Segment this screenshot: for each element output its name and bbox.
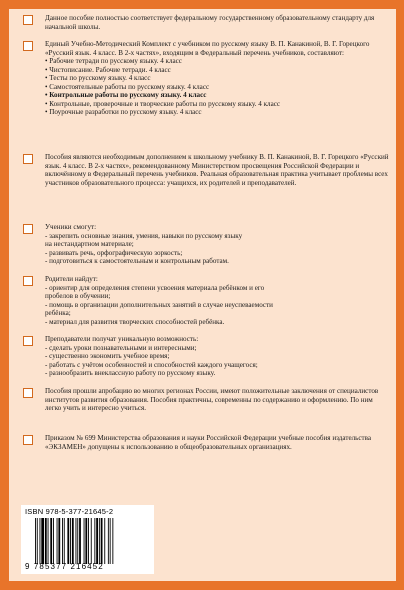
checkbox-marker-icon <box>23 154 33 164</box>
list-item: - ориентир для определения степени усвоения материала ребёнком и его <box>45 283 265 292</box>
list-item: - сделать уроки познавательными и интересными; <box>45 343 197 352</box>
barcode-icon <box>35 518 143 564</box>
list-item: - развивать речь, орфографическую зоркость; <box>45 248 183 257</box>
list-item: - помощь в организации дополнительных занятий в случае неуспеваемости <box>45 300 273 309</box>
list-item: - подготовиться к самостоятельным и контрольным работам. <box>45 257 229 265</box>
isbn-label: ISBN 978-5-377-21645-2 <box>25 507 114 516</box>
checkbox-marker-icon <box>23 388 33 398</box>
barcode-digits: 9 785377 216452 <box>25 562 104 571</box>
paragraph: Преподаватели получат уникальную возможность: <box>45 335 199 343</box>
paragraph: Единый Учебно-Методический Комплект с учебником по русскому языку В. П. Канакиной, В. Г. Горецкого «Русский язык. 4 класс. В 2-х частях», входящим в Федеральный перечень учебников, составляют: <box>45 40 370 57</box>
teacher-list <box>45 344 389 378</box>
book-list <box>45 57 389 117</box>
barcode-box <box>21 505 154 574</box>
paragraph: Родители найдут: <box>45 275 98 283</box>
checkbox-marker-icon <box>23 15 33 25</box>
content-panel <box>9 9 396 581</box>
paragraph: Приказом № 699 Министерства образования и науки Российской Федерации учебные пособия издательства «ЭКЗАМЕН» допущены к использованию в общеобразовательных организациях. <box>45 434 372 451</box>
checkbox-marker-icon <box>23 336 33 346</box>
paragraph: Пособия прошли апробацию во многих регионах России, имеют положительные заключения от специалистов институтов развития образования. Пособия практичны, современны по содержанию и оформлению. По ним легко учить и интересно учиться. <box>45 387 379 412</box>
student-list <box>45 232 389 266</box>
checkbox-marker-icon <box>23 41 33 51</box>
list-item: - работать с учётом особенностей и способностей каждого учащегося; <box>45 360 258 369</box>
parent-list <box>45 284 389 327</box>
paragraph: Ученики смогут: <box>45 223 97 231</box>
checkbox-marker-icon <box>23 435 33 445</box>
checkbox-marker-icon <box>23 276 33 286</box>
list-item: • Рабочие тетради по русскому языку. 4 класс <box>45 57 182 65</box>
checkbox-marker-icon <box>23 224 33 234</box>
list-item: на нестандартном материале; <box>45 240 134 248</box>
list-item: • Контрольные, проверочные и творческие работы по русскому языку. 4 класс <box>45 99 281 108</box>
list-item-highlighted: • Контрольные работы по русскому языку. 4 класс <box>45 91 207 99</box>
list-item: пробелов в обучении; <box>45 292 111 300</box>
list-item: - закрепить основные знания, умения, навыки по русскому языку <box>45 231 243 240</box>
list-item: • Тесты по русскому языку. 4 класс <box>45 74 151 82</box>
paragraph: Данное пособие полностью соответствует федеральному государственному образовательному стандарту для начальной школы. <box>45 14 375 31</box>
list-item: • Самостоятельные работы по русскому языку. 4 класс <box>45 82 210 91</box>
list-item: - разнообразить внеклассную работу по русскому языку. <box>45 369 216 377</box>
list-item: • Чистописание. Рабочие тетради. 4 класс <box>45 65 171 74</box>
list-item: ребёнка; <box>45 309 71 317</box>
list-item: - существенно экономить учебное время; <box>45 352 170 360</box>
paragraph: Пособия являются необходимым дополнением к школьному учебнику В. П. Канакиной, В. Г. Горецкого «Русский язык. 4 класс. В 2-х частях», рекомендованному Министерством просвещения Российской Федерации и включённому в Федеральный перечень учебников. Реальная образовательная практика учитывает проблемы всех участников образовательного процесса: учащихся, их родителей и преподавателей. <box>45 153 389 187</box>
list-item: - материал для развития творческих способностей ребёнка. <box>45 317 225 326</box>
list-item: • Поурочные разработки по русскому языку. 4 класс <box>45 108 202 116</box>
